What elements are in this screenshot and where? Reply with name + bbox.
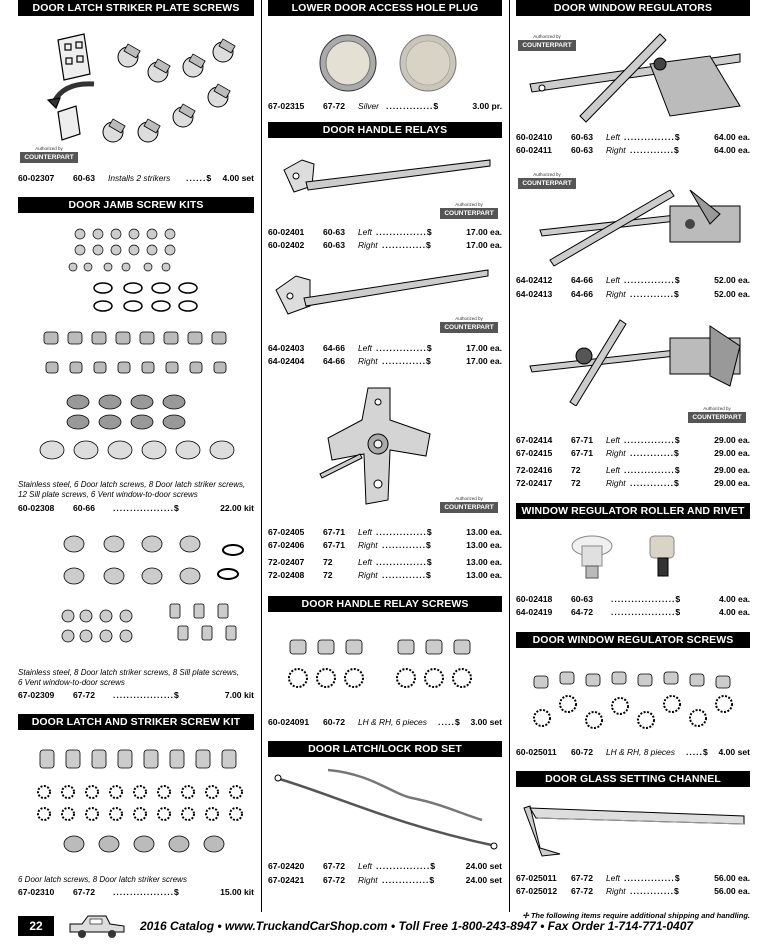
- price: 29.00 ea.: [714, 465, 750, 475]
- leader-dots: ..................$: [113, 690, 180, 700]
- access-plug-image: [318, 32, 458, 94]
- description: Right: [606, 478, 626, 488]
- description: Right: [358, 240, 378, 250]
- section-header-relay-screws: DOOR HANDLE RELAY SCREWS: [268, 596, 502, 612]
- description: Installs 2 strikers: [108, 173, 171, 183]
- counterpart-badge: Authorized by COUNTERPART: [440, 502, 498, 513]
- price: 29.00 ea.: [714, 435, 750, 445]
- part-number: 67-02315: [268, 101, 305, 111]
- latch-striker-kit-image: [34, 744, 244, 869]
- price: 17.00 ea.: [466, 240, 502, 250]
- year-range: 67-72: [73, 690, 95, 700]
- product-row: [516, 746, 750, 759]
- year-range: 64-66: [571, 289, 593, 299]
- price: 3.00 pr.: [472, 101, 502, 111]
- price: 7.00 kit: [224, 690, 254, 700]
- part-number: 60-02307: [18, 173, 55, 183]
- part-number: 60-02401: [268, 227, 305, 237]
- leader-dots: ...............$: [376, 227, 433, 237]
- year-range: 72: [571, 478, 581, 488]
- product-row: [516, 447, 750, 460]
- leader-dots: .............$: [382, 240, 432, 250]
- part-number: 67-02415: [516, 448, 553, 458]
- year-range: 60-63: [73, 173, 95, 183]
- leader-dots: ..................$: [113, 887, 180, 897]
- leader-dots: ...............$: [624, 275, 681, 285]
- description: Left: [606, 275, 620, 285]
- year-range: 72: [323, 557, 333, 567]
- handle-relay-6063-image: [282, 152, 492, 202]
- part-number: 60-02402: [268, 240, 305, 250]
- section-header-door-handle-relays: DOOR HANDLE RELAYS: [268, 122, 502, 138]
- leader-dots: .............$: [630, 886, 680, 896]
- year-range: 60-72: [323, 717, 345, 727]
- leader-dots: .............$: [382, 356, 432, 366]
- leader-dots: ..............$: [382, 875, 436, 885]
- description: Left: [358, 227, 372, 237]
- jamb-kit-1-image: [38, 222, 238, 472]
- leader-dots: ...................$: [611, 607, 682, 617]
- product-row: [516, 606, 750, 619]
- price: 4.00 set: [222, 173, 254, 183]
- part-number: 67-02414: [516, 435, 553, 445]
- leader-dots: ...............$: [376, 557, 433, 567]
- part-number: 72-02417: [516, 478, 553, 488]
- counterpart-badge: Authorized by COUNTERPART: [518, 40, 576, 51]
- year-range: 64-72: [571, 607, 593, 617]
- year-range: 64-66: [323, 343, 345, 353]
- part-number: 60-02411: [516, 145, 552, 155]
- part-number: 67-025012: [516, 886, 558, 896]
- description: Right: [358, 356, 378, 366]
- counterpart-badge: Authorized by COUNTERPART: [440, 208, 498, 219]
- year-range: 67-72: [323, 861, 345, 871]
- part-number: 64-02413: [516, 289, 553, 299]
- price: 17.00 ea.: [466, 356, 502, 366]
- part-number: 72-02408: [268, 570, 305, 580]
- description: Right: [606, 448, 626, 458]
- part-number: 67-02405: [268, 527, 305, 537]
- striker-screws-image: [18, 22, 254, 152]
- price: 24.00 set: [465, 875, 502, 885]
- description: Left: [606, 132, 620, 142]
- counterpart-badge: Authorized by COUNTERPART: [518, 178, 576, 189]
- year-range: 67-72: [323, 875, 345, 885]
- part-number: 60-02410: [516, 132, 553, 142]
- product-row: [516, 274, 750, 287]
- price: 64.00 ea.: [714, 132, 750, 142]
- year-range: 67-72: [571, 873, 593, 883]
- price: 13.00 ea.: [466, 527, 502, 537]
- leader-dots: ..................$: [113, 503, 180, 513]
- section-header-window-regulators: DOOR WINDOW REGULATORS: [516, 0, 750, 16]
- part-number: 64-02404: [268, 356, 305, 366]
- leader-dots: ...................$: [611, 594, 682, 604]
- counterpart-badge: Authorized by COUNTERPART: [440, 322, 498, 333]
- glass-channel-image: [520, 804, 746, 864]
- description: LH & RH, 8 pieces: [606, 747, 675, 757]
- product-row: [516, 434, 750, 447]
- regulator-screws-image: [530, 668, 740, 738]
- description: LH & RH, 6 pieces: [358, 717, 427, 727]
- description: Silver: [358, 101, 379, 111]
- product-row: [516, 464, 750, 477]
- product-row: [18, 502, 254, 515]
- leader-dots: ...............$: [624, 435, 681, 445]
- description: Left: [606, 873, 620, 883]
- part-number: 60-025011: [516, 747, 557, 757]
- price: 52.00 ea.: [714, 275, 750, 285]
- price: 17.00 ea.: [466, 227, 502, 237]
- product-row: [268, 355, 502, 368]
- year-range: 60-63: [571, 132, 593, 142]
- kit-description: Stainless steel, 6 Door latch screws, 8 Door latch striker screws, 12 Sill plate screws, 6 Vent window-to-door screws: [18, 480, 246, 499]
- window-regulator-6063-image: [520, 24, 746, 124]
- product-row: [516, 885, 750, 898]
- window-regulator-6466-image: [520, 180, 746, 270]
- window-regulator-6772-image: [520, 316, 746, 406]
- counterpart-badge: Authorized by COUNTERPART: [20, 152, 78, 163]
- product-row: [268, 874, 502, 887]
- part-number: 72-02416: [516, 465, 553, 475]
- part-number: 60-024091: [268, 717, 310, 727]
- product-row: [516, 288, 750, 301]
- product-row: [268, 556, 502, 569]
- page-number: 22: [18, 916, 54, 936]
- price: 15.00 kit: [220, 887, 254, 897]
- description: Left: [358, 557, 372, 567]
- part-number: 67-02421: [268, 875, 305, 885]
- leader-dots: ......$: [186, 173, 213, 183]
- description: Right: [606, 886, 626, 896]
- column-divider: [509, 0, 510, 912]
- year-range: 60-63: [571, 594, 593, 604]
- part-number: 67-02310: [18, 887, 55, 897]
- year-range: 67-71: [323, 540, 345, 550]
- product-row: [268, 239, 502, 252]
- truck-logo-icon: [66, 914, 128, 940]
- price: 13.00 ea.: [466, 540, 502, 550]
- description: Left: [606, 465, 620, 475]
- description: Left: [358, 527, 372, 537]
- price: 4.00 ea.: [718, 594, 750, 604]
- year-range: 67-71: [571, 448, 593, 458]
- part-number: 67-025011: [516, 873, 557, 883]
- leader-dots: ...............$: [624, 873, 681, 883]
- section-header-regulator-screws: DOOR WINDOW REGULATOR SCREWS: [516, 632, 750, 648]
- column-divider: [261, 0, 262, 912]
- price: 4.00 set: [718, 747, 750, 757]
- product-row: [516, 477, 750, 490]
- year-range: 67-72: [323, 101, 345, 111]
- product-row: [18, 886, 254, 899]
- part-number: 60-02418: [516, 594, 553, 604]
- year-range: 60-72: [571, 747, 593, 757]
- product-row: [268, 526, 502, 539]
- kit-description: 6 Door latch screws, 8 Door latch striker screws: [18, 875, 187, 884]
- price: 64.00 ea.: [714, 145, 750, 155]
- year-range: 67-72: [73, 887, 95, 897]
- product-row: [268, 100, 502, 113]
- product-row: [516, 872, 750, 885]
- year-range: 60-63: [571, 145, 593, 155]
- part-number: 64-02412: [516, 275, 553, 285]
- description: Right: [606, 289, 626, 299]
- leader-dots: .....$: [438, 717, 461, 727]
- jamb-kit-2-image: [38, 530, 258, 650]
- year-range: 60-63: [323, 240, 345, 250]
- section-header-glass-channel: DOOR GLASS SETTING CHANNEL: [516, 771, 750, 787]
- price: 13.00 ea.: [466, 557, 502, 567]
- leader-dots: ...............$: [376, 527, 433, 537]
- product-row: [516, 131, 750, 144]
- year-range: 67-71: [571, 435, 593, 445]
- year-range: 67-72: [571, 886, 593, 896]
- product-row: [268, 226, 502, 239]
- year-range: 60-66: [73, 503, 95, 513]
- relay-screws-image: [284, 636, 484, 696]
- description: Right: [358, 540, 378, 550]
- year-range: 72: [323, 570, 333, 580]
- section-header-latch-striker-kit: DOOR LATCH AND STRIKER SCREW KIT: [18, 714, 254, 730]
- price: 52.00 ea.: [714, 289, 750, 299]
- price: 3.00 set: [470, 717, 502, 727]
- leader-dots: ................$: [376, 861, 436, 871]
- description: Right: [358, 570, 378, 580]
- price: 4.00 ea.: [718, 607, 750, 617]
- product-row: [268, 716, 502, 729]
- leader-dots: .....$: [686, 747, 709, 757]
- roller-rivet-image: [566, 526, 686, 584]
- description: Left: [358, 861, 372, 871]
- product-row: [516, 144, 750, 157]
- section-header-access-hole-plug: LOWER DOOR ACCESS HOLE PLUG: [268, 0, 502, 16]
- section-header-rod-set: DOOR LATCH/LOCK ROD SET: [268, 741, 502, 757]
- part-number: 72-02407: [268, 557, 305, 567]
- part-number: 64-02403: [268, 343, 305, 353]
- counterpart-badge: Authorized by COUNTERPART: [688, 412, 746, 423]
- description: Left: [358, 343, 372, 353]
- handle-relay-6772-image: [318, 384, 438, 509]
- year-range: 64-66: [571, 275, 593, 285]
- section-header-roller-rivet: WINDOW REGULATOR ROLLER AND RIVET: [516, 503, 750, 519]
- price: 13.00 ea.: [466, 570, 502, 580]
- product-row: [516, 593, 750, 606]
- leader-dots: .............$: [630, 448, 680, 458]
- price: 29.00 ea.: [714, 448, 750, 458]
- year-range: 72: [571, 465, 581, 475]
- description: Left: [606, 435, 620, 445]
- leader-dots: .............$: [630, 289, 680, 299]
- leader-dots: .............$: [382, 570, 432, 580]
- leader-dots: .............$: [382, 540, 432, 550]
- product-row: [268, 539, 502, 552]
- kit-description: Stainless steel, 8 Door latch striker screws, 8 Sill plate screws, 6 Vent window-to-door screws: [18, 668, 239, 687]
- product-row: [268, 342, 502, 355]
- year-range: 64-66: [323, 356, 345, 366]
- section-header-jamb-screw-kits: DOOR JAMB SCREW KITS: [18, 197, 254, 213]
- product-row: [268, 569, 502, 582]
- part-number: 64-02419: [516, 607, 553, 617]
- price: 17.00 ea.: [466, 343, 502, 353]
- description: Right: [606, 145, 626, 155]
- leader-dots: .............$: [630, 145, 680, 155]
- product-row: [18, 689, 254, 702]
- shipping-note: ✢ The following items require additional shipping and handling.: [522, 911, 750, 920]
- leader-dots: .............$: [630, 478, 680, 488]
- footer-contact-line: 2016 Catalog • www.TruckandCarShop.com • Toll Free 1-800-243-8947 • Fax Order 1-714-771-0407: [140, 919, 694, 933]
- description: Right: [358, 875, 378, 885]
- leader-dots: ..............$: [386, 101, 440, 111]
- product-row: [18, 172, 254, 185]
- price: 22.00 kit: [220, 503, 254, 513]
- price: 56.00 ea.: [714, 873, 750, 883]
- price: 56.00 ea.: [714, 886, 750, 896]
- part-number: 60-02308: [18, 503, 55, 513]
- part-number: 67-02406: [268, 540, 305, 550]
- handle-relay-6466-image: [274, 262, 494, 322]
- section-header-striker-plate-screws: DOOR LATCH STRIKER PLATE SCREWS: [18, 0, 254, 16]
- rod-set-image: [272, 764, 500, 854]
- part-number: 67-02309: [18, 690, 55, 700]
- year-range: 67-71: [323, 527, 345, 537]
- price: 29.00 ea.: [714, 478, 750, 488]
- leader-dots: ...............$: [624, 132, 681, 142]
- part-number: 67-02420: [268, 861, 305, 871]
- leader-dots: ...............$: [376, 343, 433, 353]
- product-row: [268, 860, 502, 873]
- year-range: 60-63: [323, 227, 345, 237]
- price: 24.00 set: [465, 861, 502, 871]
- leader-dots: ...............$: [624, 465, 681, 475]
